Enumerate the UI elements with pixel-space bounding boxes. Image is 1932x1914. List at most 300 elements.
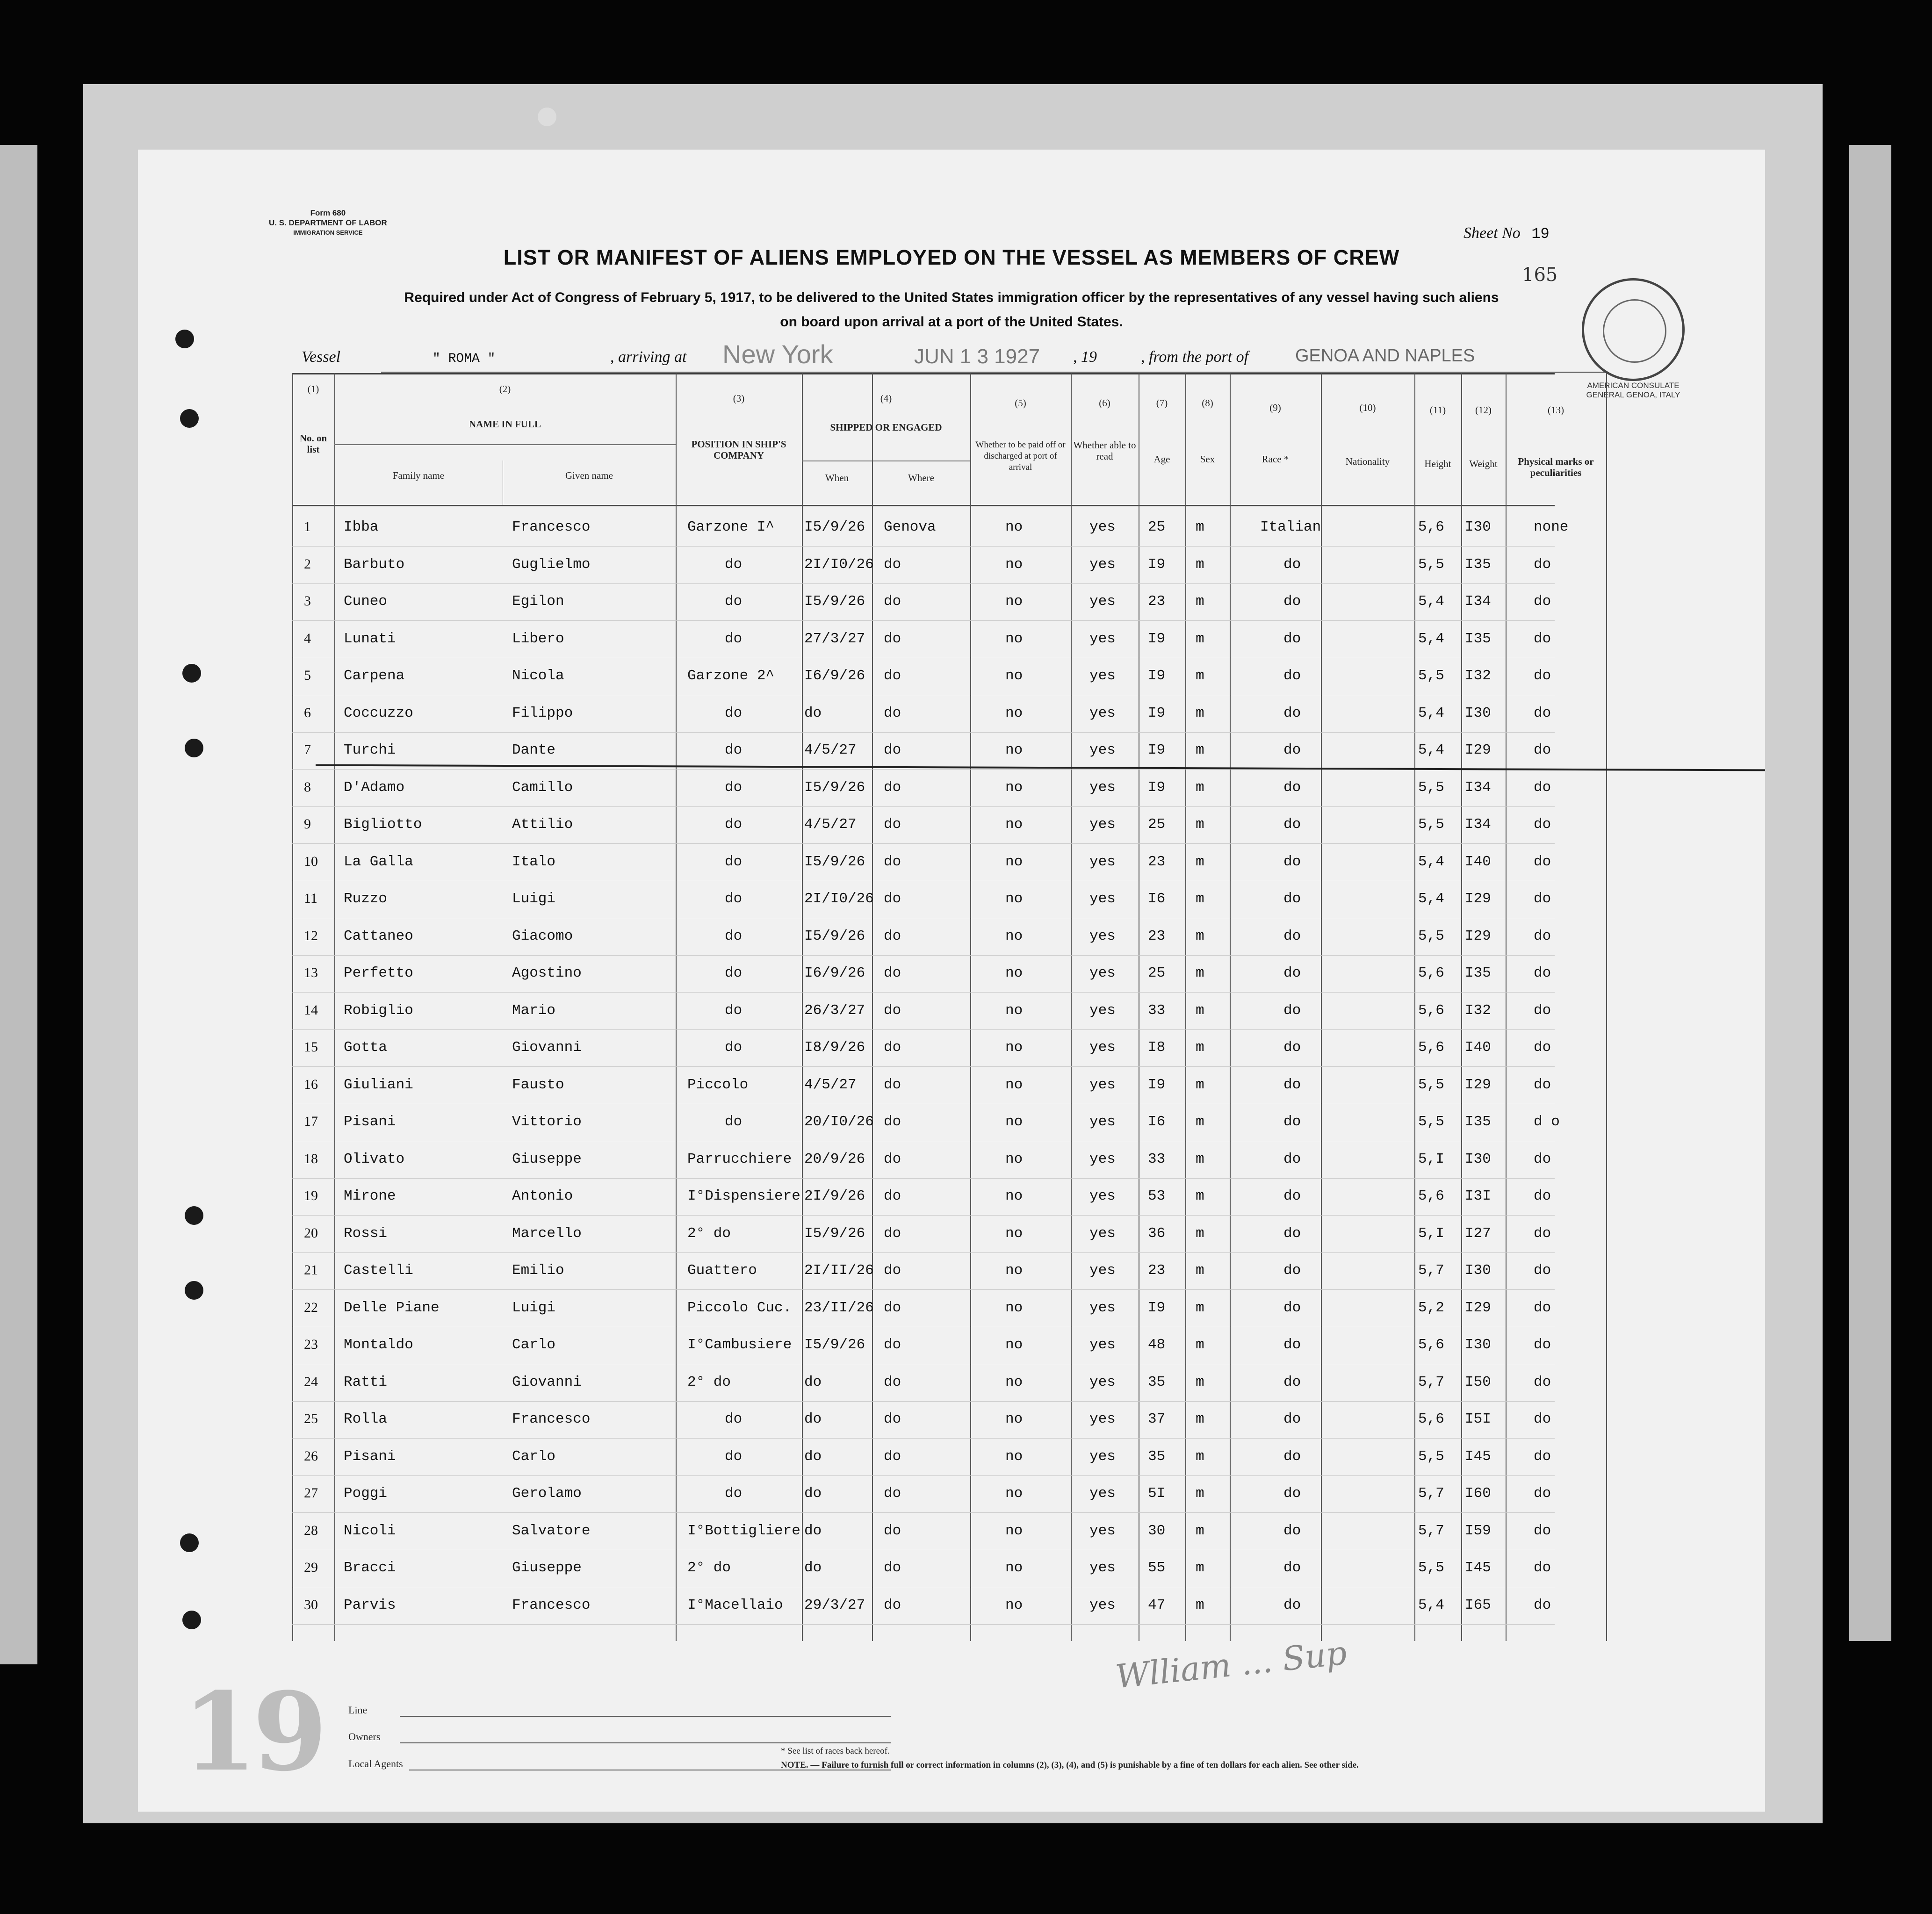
cell-weight: I29 <box>1465 928 1491 944</box>
row-rule <box>292 955 1555 956</box>
cell-read: yes <box>1089 1448 1116 1465</box>
cell-height: 5,5 <box>1418 928 1444 944</box>
service-name: IMMIGRATION SERVICE <box>293 229 363 236</box>
col-divider <box>1185 373 1186 1641</box>
cell-family: Cattaneo <box>344 928 413 944</box>
cell-weight: I40 <box>1465 1039 1491 1056</box>
cell-marks: do <box>1534 853 1551 870</box>
cell-position: Parrucchiere <box>687 1151 792 1167</box>
col12-number: (12) <box>1475 404 1492 416</box>
cell-position: do <box>725 779 743 796</box>
cell-no: 20 <box>304 1225 318 1241</box>
cell-weight: I35 <box>1465 556 1491 573</box>
cell-paid: no <box>1005 1411 1023 1427</box>
cell-marks: do <box>1534 1522 1551 1539</box>
cell-read: yes <box>1089 853 1116 870</box>
cell-where: do <box>884 1002 901 1019</box>
cell-given: Giovanni <box>512 1374 582 1390</box>
line-field <box>400 1716 891 1717</box>
cell-read: yes <box>1089 1262 1116 1279</box>
cell-height: 5,5 <box>1418 1114 1444 1130</box>
cell-family: Rolla <box>344 1411 388 1427</box>
cell-height: 5,5 <box>1418 816 1444 833</box>
cell-family: Ruzzo <box>344 891 388 907</box>
cell-read: yes <box>1089 965 1116 981</box>
cell-where: do <box>884 853 901 870</box>
cell-family: Delle Piane <box>344 1299 440 1316</box>
cell-race: do <box>1283 1485 1301 1502</box>
cell-height: 5,6 <box>1418 965 1444 981</box>
cell-age: 48 <box>1148 1337 1166 1353</box>
cell-height: 5,5 <box>1418 779 1444 796</box>
cell-where: do <box>884 1411 901 1427</box>
col2-number: (2) <box>499 383 511 395</box>
cell-sex: m <box>1196 1597 1204 1613</box>
cell-when: I8/9/26 <box>804 1039 865 1056</box>
cell-when: 23/II/26 <box>804 1299 874 1316</box>
cell-weight: I35 <box>1465 965 1491 981</box>
cell-weight: I35 <box>1465 1114 1491 1130</box>
col4-number: (4) <box>880 393 892 404</box>
departure-port: GENOA AND NAPLES <box>1295 346 1475 366</box>
col-divider <box>676 373 677 1641</box>
cell-sex: m <box>1196 1448 1204 1465</box>
cell-age: I9 <box>1148 668 1166 684</box>
cell-no: 16 <box>304 1076 318 1092</box>
cell-marks: do <box>1534 1225 1551 1242</box>
cell-given: Francesco <box>512 1411 591 1427</box>
cell-when: 4/5/27 <box>804 742 857 758</box>
cell-given: Attilio <box>512 816 573 833</box>
cell-marks: do <box>1534 965 1551 981</box>
punch-hole <box>175 330 194 348</box>
cell-race: do <box>1283 705 1301 721</box>
cell-no: 12 <box>304 928 318 943</box>
cell-where: do <box>884 1374 901 1390</box>
cell-age: 35 <box>1148 1374 1166 1390</box>
cell-where: do <box>884 816 901 833</box>
col-divider <box>802 373 803 1641</box>
col10-number: (10) <box>1359 402 1376 413</box>
cell-age: I8 <box>1148 1039 1166 1056</box>
col9-number: (9) <box>1269 402 1281 413</box>
col1-header: No. on list <box>299 432 327 455</box>
cell-position: I°Bottigliere <box>687 1522 800 1539</box>
cell-family: Robiglio <box>344 1002 413 1019</box>
cell-height: 5,6 <box>1418 1039 1444 1056</box>
cell-position: Piccolo <box>687 1076 749 1093</box>
cell-where: do <box>884 1151 901 1167</box>
cell-paid: no <box>1005 853 1023 870</box>
cell-height: 5,5 <box>1418 668 1444 684</box>
cell-no: 25 <box>304 1411 318 1426</box>
cell-no: 23 <box>304 1337 318 1352</box>
cell-age: 25 <box>1148 519 1166 535</box>
cell-paid: no <box>1005 1337 1023 1353</box>
cell-read: yes <box>1089 1337 1116 1353</box>
col8-number: (8) <box>1202 397 1213 409</box>
cell-family: Bigliotto <box>344 816 422 833</box>
cell-when: 4/5/27 <box>804 816 857 833</box>
cell-when: 20/I0/26 <box>804 1114 874 1130</box>
cell-given: Giacomo <box>512 928 573 944</box>
col13-header: Physical marks or peculiarities <box>1518 456 1594 478</box>
cell-family: Castelli <box>344 1262 413 1279</box>
cell-given: Gerolamo <box>512 1485 582 1502</box>
cell-height: 5,6 <box>1418 519 1444 535</box>
cell-height: 5,6 <box>1418 1337 1444 1353</box>
vessel-name: " ROMA " <box>433 352 496 366</box>
cell-when: I5/9/26 <box>804 779 865 796</box>
cell-no: 18 <box>304 1151 318 1166</box>
cell-weight: I29 <box>1465 1076 1491 1093</box>
cell-no: 14 <box>304 1002 318 1018</box>
col3-header: POSITION IN SHIP'S COMPANY <box>691 439 786 461</box>
cell-family: Carpena <box>344 668 405 684</box>
punch-hole <box>182 664 201 683</box>
row-rule <box>292 546 1555 547</box>
cell-marks: do <box>1534 1560 1551 1576</box>
cell-where: do <box>884 928 901 944</box>
header-bottom-rule <box>292 505 1555 506</box>
cell-family: D'Adamo <box>344 779 405 796</box>
cell-read: yes <box>1089 593 1116 610</box>
col5-header: Whether to be paid off or discharged at port of arrival <box>975 440 1066 472</box>
cell-race: do <box>1283 1188 1301 1204</box>
page-number: 165 <box>1522 264 1558 286</box>
cell-height: 5,5 <box>1418 1076 1444 1093</box>
penalty-note: NOTE. — Failure to furnish full or correct information in columns (2), (3), (4), and (5) is punishable by a fine of ten dollars for each alien. See other side. <box>781 1760 1359 1770</box>
cell-paid: no <box>1005 1151 1023 1167</box>
cell-read: yes <box>1089 705 1116 721</box>
cell-weight: I30 <box>1465 705 1491 721</box>
col4b-header: Where <box>908 472 934 483</box>
cell-position: do <box>725 1448 743 1465</box>
cell-no: 28 <box>304 1522 318 1538</box>
cell-age: 30 <box>1148 1522 1166 1539</box>
cell-marks: do <box>1534 1188 1551 1204</box>
cell-sex: m <box>1196 556 1204 573</box>
cell-paid: no <box>1005 1522 1023 1539</box>
cell-where: do <box>884 556 901 573</box>
cell-weight: I5I <box>1465 1411 1491 1427</box>
cell-marks: do <box>1534 1411 1551 1427</box>
cell-sex: m <box>1196 1151 1204 1167</box>
form-id-block <box>269 208 387 237</box>
cell-no: 27 <box>304 1485 318 1501</box>
cell-position: 2° do <box>687 1374 731 1390</box>
cell-race: do <box>1283 1114 1301 1130</box>
cell-marks: do <box>1534 1151 1551 1167</box>
cell-no: 9 <box>304 816 311 832</box>
cell-paid: no <box>1005 1114 1023 1130</box>
cell-marks: do <box>1534 1039 1551 1056</box>
cell-where: do <box>884 1560 901 1576</box>
line-label: Line <box>348 1704 368 1716</box>
cell-sex: m <box>1196 1039 1204 1056</box>
cell-read: yes <box>1089 928 1116 944</box>
cell-when: 4/5/27 <box>804 1076 857 1093</box>
cell-where: do <box>884 1522 901 1539</box>
cell-when: I5/9/26 <box>804 853 865 870</box>
cell-marks: do <box>1534 1337 1551 1353</box>
cell-race: do <box>1283 779 1301 796</box>
cell-no: 17 <box>304 1114 318 1129</box>
punch-hole <box>185 1206 203 1225</box>
cell-given: Carlo <box>512 1337 556 1353</box>
adjacent-page-left <box>0 145 37 1664</box>
cell-age: I9 <box>1148 742 1166 758</box>
cell-read: yes <box>1089 1225 1116 1242</box>
cell-read: yes <box>1089 630 1116 647</box>
vessel-label: Vessel <box>302 348 341 366</box>
cell-where: do <box>884 1299 901 1316</box>
cell-paid: no <box>1005 1448 1023 1465</box>
cell-marks: d o <box>1534 1114 1560 1130</box>
arriving-label: , arriving at <box>610 348 687 366</box>
cell-position: do <box>725 1002 743 1019</box>
cell-where: do <box>884 965 901 981</box>
cell-given: Camillo <box>512 779 573 796</box>
cell-read: yes <box>1089 1485 1116 1502</box>
cell-sex: m <box>1196 593 1204 610</box>
cell-where: do <box>884 1485 901 1502</box>
cell-sex: m <box>1196 1560 1204 1576</box>
cell-no: 1 <box>304 519 311 534</box>
col4a-header: When <box>825 472 849 483</box>
cell-read: yes <box>1089 1560 1116 1576</box>
cell-race: do <box>1283 1299 1301 1316</box>
cell-marks: do <box>1534 1448 1551 1465</box>
cell-where: do <box>884 705 901 721</box>
cell-read: yes <box>1089 1374 1116 1390</box>
cell-where: Genova <box>884 519 936 535</box>
cell-family: Ibba <box>344 519 379 535</box>
manifest-sheet <box>138 150 1765 1812</box>
cell-given: Mario <box>512 1002 556 1019</box>
cell-sex: m <box>1196 1262 1204 1279</box>
page-title: LIST OR MANIFEST OF ALIENS EMPLOYED ON THE VESSEL AS MEMBERS OF CREW <box>503 245 1400 269</box>
cell-marks: do <box>1534 779 1551 796</box>
cell-position: do <box>725 1411 743 1427</box>
cell-when: do <box>804 1485 822 1502</box>
cell-family: Perfetto <box>344 965 413 981</box>
cell-read: yes <box>1089 1076 1116 1093</box>
cell-weight: I27 <box>1465 1225 1491 1242</box>
row-rule <box>292 1029 1555 1030</box>
col-divider <box>292 373 293 1641</box>
col2a-header: Family name <box>392 470 445 481</box>
cell-height: 5,7 <box>1418 1262 1444 1279</box>
cell-read: yes <box>1089 779 1116 796</box>
consulate-seal: AMERICAN CONSULATE GENERAL GENOA, ITALY <box>1582 278 1685 381</box>
cell-weight: I45 <box>1465 1448 1491 1465</box>
cell-age: 37 <box>1148 1411 1166 1427</box>
cell-family: Montaldo <box>344 1337 413 1353</box>
punch-hole <box>180 409 199 428</box>
cell-paid: no <box>1005 1188 1023 1204</box>
cell-race: do <box>1283 965 1301 981</box>
col10-header: Nationality <box>1345 456 1390 467</box>
cell-weight: I60 <box>1465 1485 1491 1502</box>
cell-race: do <box>1283 1225 1301 1242</box>
cell-marks: do <box>1534 668 1551 684</box>
cell-family: Lunati <box>344 630 396 647</box>
cell-where: do <box>884 668 901 684</box>
cell-when: do <box>804 1411 822 1427</box>
cell-height: 5,5 <box>1418 1448 1444 1465</box>
cell-where: do <box>884 742 901 758</box>
cell-marks: do <box>1534 928 1551 944</box>
cell-when: I5/9/26 <box>804 928 865 944</box>
cell-marks: do <box>1534 1485 1551 1502</box>
sheet-big-number: 19 <box>182 1669 323 1795</box>
cell-family: Giuliani <box>344 1076 413 1093</box>
col-divider <box>334 373 335 1641</box>
cell-paid: no <box>1005 1560 1023 1576</box>
cell-height: 5,5 <box>1418 556 1444 573</box>
cell-when: do <box>804 1522 822 1539</box>
cell-marks: do <box>1534 630 1551 647</box>
cell-position: do <box>725 928 743 944</box>
col2-header: NAME IN FULL <box>469 418 541 430</box>
cell-given: Giovanni <box>512 1039 582 1056</box>
cell-where: do <box>884 1039 901 1056</box>
cell-race: do <box>1283 556 1301 573</box>
cell-when: I6/9/26 <box>804 965 865 981</box>
cell-position: do <box>725 556 743 573</box>
cell-no: 7 <box>304 742 311 757</box>
row-rule <box>292 620 1555 621</box>
cell-read: yes <box>1089 1299 1116 1316</box>
cell-weight: I50 <box>1465 1374 1491 1390</box>
cell-family: Barbuto <box>344 556 405 573</box>
cell-position: do <box>725 630 743 647</box>
cell-sex: m <box>1196 1076 1204 1093</box>
cell-given: Giuseppe <box>512 1151 582 1167</box>
cell-sex: m <box>1196 1188 1204 1204</box>
row-rule <box>292 732 1555 733</box>
cell-read: yes <box>1089 1039 1116 1056</box>
cell-no: 30 <box>304 1597 318 1612</box>
col11-number: (11) <box>1429 404 1446 416</box>
cell-age: 47 <box>1148 1597 1166 1613</box>
cell-marks: do <box>1534 742 1551 758</box>
row-rule <box>292 1289 1555 1290</box>
cell-when: 29/3/27 <box>804 1597 865 1613</box>
cell-family: Parvis <box>344 1597 396 1613</box>
arrival-date-stamp: JUN 1 3 1927 <box>914 345 1040 368</box>
cell-position: 2° do <box>687 1560 731 1576</box>
cell-sex: m <box>1196 1225 1204 1242</box>
cell-sex: m <box>1196 1337 1204 1353</box>
cell-race: do <box>1283 1039 1301 1056</box>
cell-marks: do <box>1534 705 1551 721</box>
cell-height: 5,2 <box>1418 1299 1444 1316</box>
cell-position: do <box>725 705 743 721</box>
col5-number: (5) <box>1015 397 1026 409</box>
cell-paid: no <box>1005 668 1023 684</box>
cell-sex: m <box>1196 1485 1204 1502</box>
cell-weight: I30 <box>1465 1337 1491 1353</box>
cell-age: 35 <box>1148 1448 1166 1465</box>
cell-given: Francesco <box>512 519 591 535</box>
cell-race: do <box>1283 1151 1301 1167</box>
col13-number: (13) <box>1548 404 1564 416</box>
cell-sex: m <box>1196 705 1204 721</box>
cell-sex: m <box>1196 1522 1204 1539</box>
cell-where: do <box>884 1076 901 1093</box>
cell-age: I9 <box>1148 1299 1166 1316</box>
cell-height: 5,5 <box>1418 1560 1444 1576</box>
cell-race: do <box>1283 1337 1301 1353</box>
cell-no: 3 <box>304 593 311 609</box>
cell-height: 5,6 <box>1418 1188 1444 1204</box>
port-of-label: , from the port of <box>1141 348 1249 366</box>
cell-position: do <box>725 965 743 981</box>
row-rule <box>292 1512 1555 1513</box>
cell-weight: I30 <box>1465 1151 1491 1167</box>
cell-family: Pisani <box>344 1114 396 1130</box>
cell-weight: I45 <box>1465 1560 1491 1576</box>
cell-where: do <box>884 891 901 907</box>
cell-family: Cuneo <box>344 593 388 610</box>
cell-sex: m <box>1196 742 1204 758</box>
cell-age: 33 <box>1148 1151 1166 1167</box>
cell-paid: no <box>1005 1076 1023 1093</box>
cell-paid: no <box>1005 779 1023 796</box>
cell-given: Salvatore <box>512 1522 591 1539</box>
cell-race: do <box>1283 1374 1301 1390</box>
cell-read: yes <box>1089 556 1116 573</box>
cell-no: 13 <box>304 965 318 980</box>
cell-paid: no <box>1005 965 1023 981</box>
cell-height: 5,I <box>1418 1151 1444 1167</box>
cell-no: 10 <box>304 853 318 869</box>
cell-height: 5,4 <box>1418 630 1444 647</box>
cell-where: do <box>884 1337 901 1353</box>
col-divider <box>1461 373 1462 1641</box>
cell-when: I5/9/26 <box>804 519 865 535</box>
cell-position: do <box>725 742 743 758</box>
sheet-number-label: Sheet No 19 <box>1463 224 1550 243</box>
cell-position: Guattero <box>687 1262 757 1279</box>
cell-age: 23 <box>1148 928 1166 944</box>
cell-race: do <box>1283 853 1301 870</box>
cell-read: yes <box>1089 1151 1116 1167</box>
cell-no: 19 <box>304 1188 318 1203</box>
col9-header: Race * <box>1262 453 1289 465</box>
cell-age: I9 <box>1148 1076 1166 1093</box>
cell-position: I°Macellaio <box>687 1597 783 1613</box>
cell-sex: m <box>1196 1299 1204 1316</box>
cell-no: 29 <box>304 1560 318 1575</box>
cell-weight: I3I <box>1465 1188 1491 1204</box>
cell-weight: I30 <box>1465 519 1491 535</box>
col4-header: SHIPPED OR ENGAGED <box>830 422 942 433</box>
row-rule <box>292 583 1555 584</box>
cell-weight: I29 <box>1465 742 1491 758</box>
master-signature: Wlliam ... Sup <box>1114 1633 1349 1696</box>
cell-where: do <box>884 1225 901 1242</box>
cell-read: yes <box>1089 742 1116 758</box>
cell-family: Ratti <box>344 1374 388 1390</box>
cell-age: I9 <box>1148 556 1166 573</box>
cell-age: I9 <box>1148 630 1166 647</box>
col7-number: (7) <box>1156 397 1168 409</box>
cell-age: I9 <box>1148 779 1166 796</box>
cell-paid: no <box>1005 1485 1023 1502</box>
